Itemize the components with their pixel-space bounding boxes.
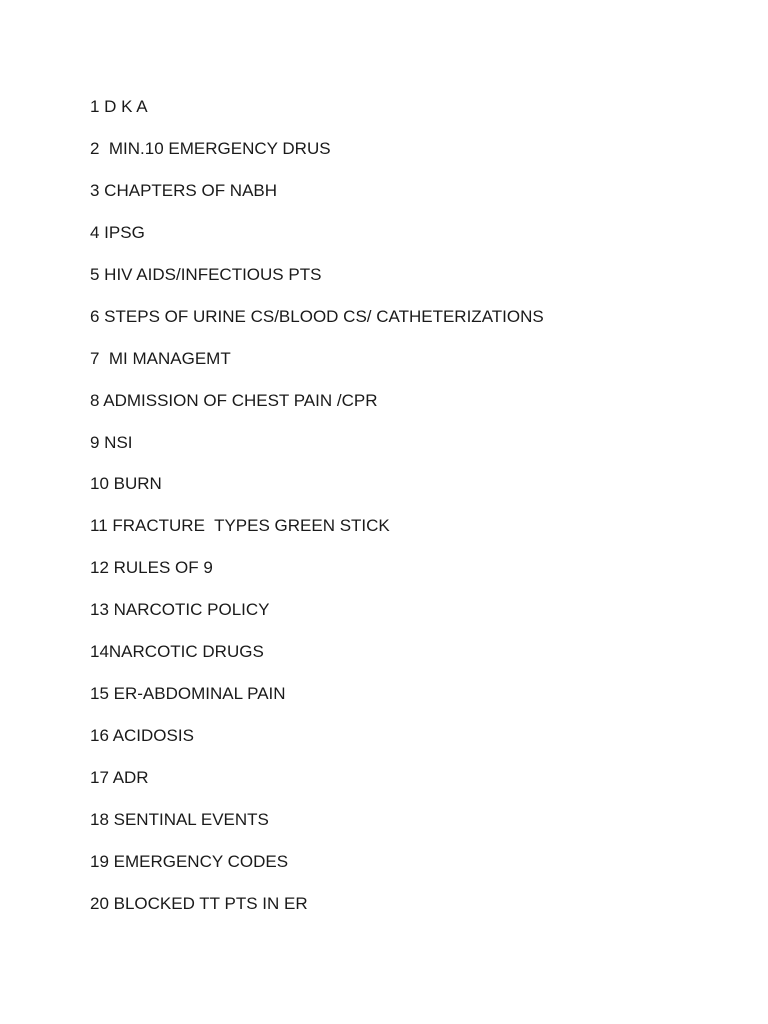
- list-item: 5 HIV AIDS/INFECTIOUS PTS: [90, 264, 322, 284]
- list-item: 10 BURN: [90, 474, 162, 494]
- list-item: 2 MIN.10 EMERGENCY DRUS: [90, 138, 331, 158]
- topic-list: [90, 96, 544, 935]
- list-item: 4 IPSG: [90, 222, 145, 242]
- list-item: 14NARCOTIC DRUGS: [90, 642, 264, 662]
- list-item: 7 MI MANAGEMT: [90, 348, 231, 368]
- list-item: 16 ACIDOSIS: [90, 726, 194, 746]
- list-item: 1 D K A: [90, 97, 148, 116]
- list-item: 13 NARCOTIC POLICY: [90, 600, 270, 620]
- list-item: 3 CHAPTERS OF NABH: [90, 180, 278, 200]
- list-item: 20 BLOCKED TT PTS IN ER: [90, 893, 308, 913]
- list-item: 11 FRACTURE TYPES GREEN STICK: [90, 516, 390, 536]
- list-item: 9 NSI: [90, 432, 133, 452]
- list-item: 6 STEPS OF URINE CS/BLOOD CS/ CATHETERIZATIONS: [90, 306, 544, 326]
- list-item: 12 RULES OF 9: [90, 558, 213, 578]
- list-item: 18 SENTINAL EVENTS: [90, 809, 269, 829]
- list-item: 17 ADR: [90, 768, 149, 787]
- list-item: 19 EMERGENCY CODES: [90, 851, 289, 871]
- list-item: 15 ER-ABDOMINAL PAIN: [90, 684, 286, 704]
- list-item: 8 ADMISSION OF CHEST PAIN /CPR: [90, 390, 378, 410]
